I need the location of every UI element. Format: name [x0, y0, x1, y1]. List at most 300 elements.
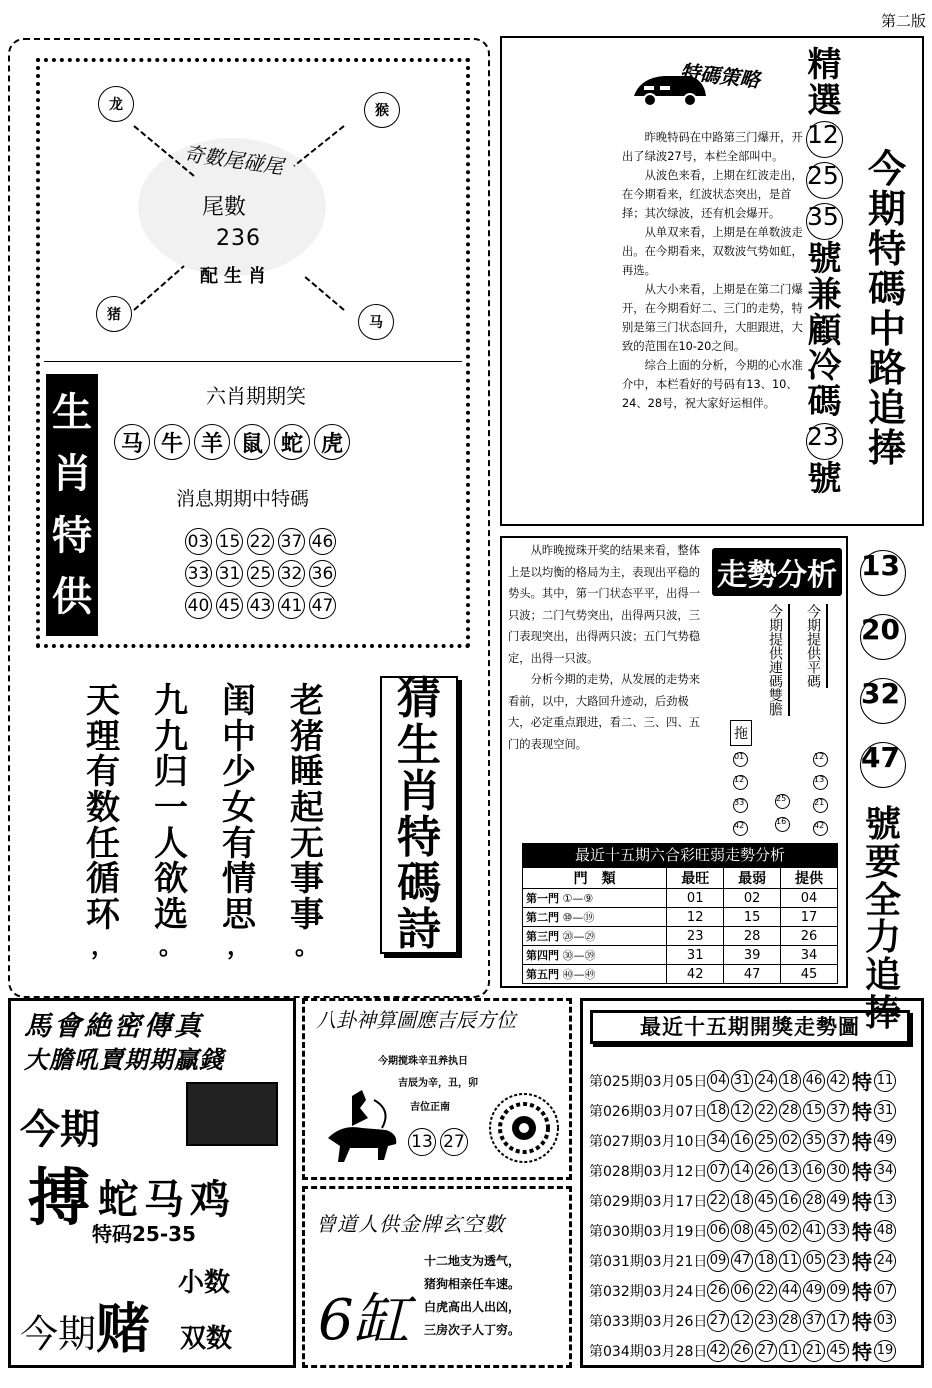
title-char: 猜: [397, 673, 441, 725]
zodiac-pick: 鼠: [234, 424, 270, 460]
poem-char: 起: [290, 788, 324, 829]
draw-ball: 13: [779, 1160, 801, 1182]
draw-ball: 07: [707, 1160, 729, 1182]
number-ball: 32: [278, 560, 305, 587]
zodiac-pick: 羊: [194, 424, 230, 460]
table-row: [523, 889, 838, 908]
offer-cell: 04: [781, 889, 838, 908]
special-label: 特: [852, 1280, 872, 1304]
draw-row: [589, 1216, 898, 1245]
draw-ball: 05: [803, 1250, 825, 1272]
number-ball: 22: [247, 528, 274, 555]
poem-char: 选: [154, 895, 188, 936]
tail-sub: 配生肖: [200, 266, 272, 287]
gold-verses: [424, 1250, 520, 1342]
draw-ball: 34: [707, 1130, 729, 1152]
draw-ball: 49: [803, 1280, 825, 1302]
door-name: 第五門: [526, 968, 559, 981]
max-cell: 42: [667, 965, 724, 984]
table-row: [523, 965, 838, 984]
small-ball: 12: [813, 752, 828, 767]
poem-punct: ，: [91, 931, 115, 960]
draw-row: [589, 1336, 898, 1365]
draw-label: 第028期03月12日: [589, 1163, 708, 1180]
horse-badge: 马: [358, 304, 394, 340]
draw-ball: 41: [803, 1220, 825, 1242]
draw-ball: 45: [755, 1190, 777, 1212]
draw-row: [589, 1156, 898, 1185]
pair-numbers: [775, 790, 790, 836]
poem-char: 无: [290, 823, 324, 864]
poem-char: 情: [222, 859, 256, 900]
pair-label: 今期提供連碼雙膽: [774, 604, 790, 716]
number-ball: 41: [278, 592, 305, 619]
poem-char: 闺: [222, 681, 256, 721]
col-char: 精: [807, 45, 842, 85]
fax-zodiacs: 蛇马鸡: [98, 1177, 236, 1223]
number-ball: 37: [278, 528, 305, 555]
door-name: 第四門: [526, 949, 559, 962]
special-ball: 48: [874, 1220, 896, 1242]
max-cell: 12: [667, 908, 724, 927]
col-char: 路: [868, 346, 907, 391]
door-range: ⑳—㉙: [562, 930, 596, 943]
draw-label: 第025期03月05日: [589, 1073, 708, 1090]
fax-stamp-image: [186, 1082, 278, 1146]
zodiac-pick: 马: [114, 424, 150, 460]
archer-rider-icon: [322, 1086, 402, 1168]
poem-char: 女: [222, 788, 256, 829]
min-cell: 39: [724, 946, 781, 965]
zodiac-side-title: [46, 374, 98, 636]
special-label: 特: [852, 1070, 872, 1094]
small-ball: 12: [733, 775, 748, 790]
special-label: 特: [852, 1130, 872, 1154]
flat-label: 今期提供平碼: [812, 604, 828, 688]
col-char: 要: [864, 841, 901, 883]
side-char: 生: [52, 389, 92, 436]
draw-ball: 26: [755, 1160, 777, 1182]
draw-ball: 02: [779, 1130, 801, 1152]
bagua-wheel-icon: [486, 1092, 562, 1164]
zodiac-pick: 蛇: [274, 424, 310, 460]
six-zodiac-title: 六肖期期笑: [206, 384, 306, 408]
special-label: 特: [852, 1250, 872, 1274]
poem-char: 中: [222, 716, 256, 757]
fax-title: 馬會絶密傳真: [24, 1011, 204, 1042]
strategy-title: 特碼策略: [678, 59, 761, 93]
draw-ball: 14: [731, 1160, 753, 1182]
strategy-para: 综合上面的分析，今期的心水准介中，本栏看好的号码有13、10、24、28号，祝大家好运相伴。: [622, 359, 803, 410]
poem-char: 理: [86, 716, 120, 757]
draw-ball: 42: [827, 1070, 849, 1092]
draw-row: [589, 1186, 898, 1215]
poem-char: 事: [290, 859, 324, 900]
draw-ball: 18: [707, 1100, 729, 1122]
door-name: 第三門: [526, 930, 559, 943]
col-char: 全: [864, 879, 901, 921]
draw-ball: 35: [803, 1130, 825, 1152]
draw-ball: 02: [779, 1220, 801, 1242]
offer-cell: 34: [781, 946, 838, 965]
poem-column-1: [290, 681, 324, 960]
draw-ball: 37: [827, 1130, 849, 1152]
draw-ball: 12: [731, 1100, 753, 1122]
table-header: 最旺: [667, 868, 724, 889]
special-ball: 31: [874, 1100, 896, 1122]
draw-ball: 28: [779, 1100, 801, 1122]
poem-char: 一: [154, 788, 188, 829]
poem-title: [380, 673, 458, 956]
fax-subtitle: 大膽吼賣期期贏錢: [24, 1046, 224, 1074]
chase-column: [860, 550, 906, 1033]
bagua-title: 八卦神算圖應吉辰方位: [316, 1008, 516, 1032]
draw-label: 第031期03月21日: [589, 1253, 708, 1270]
door-range: ①—⑨: [562, 892, 594, 905]
trend-para: 分析今期的走势，从发展的走势来看前，以中，大路回升迹动，后劲极大，必定重点跟进，看二、三、四、五门的表现空间。: [508, 673, 701, 751]
min-cell: 47: [724, 965, 781, 984]
poem-char: 欲: [154, 859, 188, 900]
draw-ball: 27: [755, 1340, 777, 1362]
draw-ball: 23: [755, 1310, 777, 1332]
draw-ball: 09: [707, 1250, 729, 1272]
special-label: 特: [852, 1340, 872, 1364]
small-ball: 21: [813, 798, 828, 813]
pick-ball: 25: [806, 162, 843, 199]
col-char: 中: [868, 306, 907, 351]
col-char: 冷: [807, 346, 842, 387]
bagua-line: 吉辰为辛，丑，卯: [398, 1078, 478, 1089]
fax-even: 双数: [180, 1324, 233, 1354]
special-ball: 19: [874, 1340, 896, 1362]
monkey-badge: 猴: [364, 92, 400, 128]
draw-ball: 12: [731, 1310, 753, 1332]
poem-char: 思: [222, 895, 256, 936]
door-name: 第一門: [526, 892, 559, 905]
draw-label: 第033期03月26日: [589, 1313, 708, 1330]
small-ball: 33: [733, 798, 748, 813]
gold-signature: 6缸: [318, 1288, 410, 1353]
poem-punct: ，: [227, 931, 251, 960]
small-ball: 16: [775, 817, 790, 832]
draw-ball: 09: [827, 1280, 849, 1302]
draw-ball: 15: [803, 1100, 825, 1122]
special-ball: 34: [874, 1160, 896, 1182]
door-range: ⑩—⑲: [562, 911, 595, 924]
chase-ball: 13: [860, 550, 906, 596]
col-char: 兼: [807, 275, 842, 316]
number-ball: 43: [247, 592, 274, 619]
door-cell: [523, 889, 667, 908]
table-row: [523, 946, 838, 965]
fax-gamble-label: 今期: [20, 1312, 97, 1356]
poem-char: 归: [154, 752, 188, 793]
col-char: 特: [868, 226, 907, 271]
number-ball: 03: [185, 528, 212, 555]
featured-picks-column: [806, 45, 843, 499]
fax-bet-char: 搏: [28, 1161, 91, 1234]
poem-column-4: [86, 681, 120, 960]
drag-numbers: [733, 748, 748, 840]
draw-ball: 22: [755, 1280, 777, 1302]
small-ball: 42: [813, 821, 828, 836]
draw-ball: 04: [707, 1070, 729, 1092]
gold-line: 猪狗相亲任车速。: [424, 1277, 521, 1291]
max-cell: 01: [667, 889, 724, 908]
max-cell: 31: [667, 946, 724, 965]
special-label: 特: [852, 1220, 872, 1244]
draw-ball: 44: [779, 1280, 801, 1302]
gold-title: 曾道人供金牌玄空數: [316, 1212, 505, 1236]
bagua-line: 吉位正南: [410, 1102, 450, 1113]
chase-ball: 32: [860, 678, 906, 724]
table-header: 最弱: [724, 868, 781, 889]
special-ball: 07: [874, 1280, 896, 1302]
draw-ball: 47: [731, 1250, 753, 1272]
poem-char: 环: [86, 895, 120, 936]
poem-column-2: [222, 681, 256, 960]
draw-ball: 16: [803, 1160, 825, 1182]
door-range: ㉚—㊴: [562, 949, 596, 962]
col-char: 碼: [868, 266, 907, 311]
draw-ball: 28: [803, 1190, 825, 1212]
poem-char: 猪: [290, 716, 324, 757]
min-cell: 02: [724, 889, 781, 908]
special-ball: 03: [874, 1310, 896, 1332]
draw-row: [589, 1066, 898, 1095]
poem-char: 有: [86, 752, 120, 793]
trend-title: 走勢分析: [712, 548, 842, 596]
special-number-grid: [185, 528, 340, 619]
draw-ball: 49: [827, 1190, 849, 1212]
table-row: [523, 908, 838, 927]
title-char: 生: [397, 719, 441, 771]
number-ball: 45: [216, 592, 243, 619]
col-char: 追: [864, 955, 901, 997]
door-cell: [523, 927, 667, 946]
trend-text: [508, 540, 710, 755]
door-name: 第二門: [526, 911, 559, 924]
number-ball: 46: [309, 528, 336, 555]
side-char: 特: [52, 512, 92, 559]
zodiac-pick: 虎: [314, 424, 350, 460]
pick-ball: 35: [806, 203, 843, 240]
col-char: 期: [868, 186, 907, 231]
strategy-para: 从单双来看，上期是在单数波走出。在今期看来，双数波气势如虹，再选。: [622, 226, 803, 277]
draw-ball: 08: [731, 1220, 753, 1242]
poem-column-3: [154, 681, 188, 960]
offer-cell: 45: [781, 965, 838, 984]
side-char: 供: [52, 574, 92, 621]
poem-char: 九: [154, 681, 188, 721]
draw-row: [589, 1126, 898, 1155]
poem-punct: 。: [159, 931, 183, 960]
strength-table-title: 最近十五期六合彩旺弱走勢分析: [522, 843, 838, 867]
title-char: 詩: [397, 904, 441, 956]
table-header: 提供: [781, 868, 838, 889]
draw-ball: 18: [731, 1190, 753, 1212]
poem-char: 天: [86, 681, 120, 721]
poem-char: 有: [222, 823, 256, 864]
poem-char: 任: [86, 823, 120, 864]
bagua-ball: 13: [408, 1128, 436, 1156]
draw-ball: 21: [803, 1340, 825, 1362]
zodiac-pick: 牛: [154, 424, 190, 460]
draw-row: [589, 1246, 898, 1275]
small-ball: 42: [733, 821, 748, 836]
col-char: 號: [807, 458, 842, 499]
fax-gamble: [20, 1286, 150, 1363]
strategy-para: 昨晚特码在中路第三门爆开，开出了绿波27号，本栏全部叫中。: [622, 131, 803, 163]
number-ball: 36: [309, 560, 336, 587]
draw-row: [589, 1096, 898, 1125]
poem-char: 数: [86, 788, 120, 829]
table-header-row: [523, 868, 838, 889]
news-title: 消息期期中特碼: [176, 488, 310, 510]
table-header: 門 類: [523, 868, 667, 889]
pig-badge: 猪: [96, 296, 132, 332]
page-number: 第二版: [880, 12, 926, 30]
special-ball: 13: [874, 1190, 896, 1212]
draw-label: 第026期03月07日: [589, 1103, 708, 1120]
dragon-badge: 龙: [98, 86, 134, 122]
fax-this-period: 今期: [20, 1107, 100, 1153]
strength-table: [522, 867, 838, 984]
min-cell: 28: [724, 927, 781, 946]
draw-ball: 16: [779, 1190, 801, 1212]
chase-ball: 47: [860, 742, 906, 788]
odd-tail-title: 奇數尾碰尾: [182, 141, 285, 179]
poem-char: 九: [154, 716, 188, 757]
draw-ball: 45: [755, 1220, 777, 1242]
draw-ball: 37: [803, 1310, 825, 1332]
draw-history-title: 最近十五期開獎走勢圖: [590, 1010, 910, 1044]
draw-ball: 31: [731, 1070, 753, 1092]
bagua-ball: 27: [440, 1128, 468, 1156]
small-ball: 13: [813, 775, 828, 790]
trend-para: 从昨晚搅珠开奖的结果来看，整体上是以均衡的格局为主，表现出平稳的势头。其中，第一门状态平平，出得一只波；二门气势突出，出得两只波，三门表现突出，出得两只波；五门气势稳定，出得一只波。: [508, 544, 701, 665]
poem-char: 循: [86, 859, 120, 900]
poem-char: 少: [222, 752, 256, 793]
tail-value: 236: [216, 226, 261, 251]
draw-ball: 26: [731, 1340, 753, 1362]
gold-line: 白虎高出人出凶，: [424, 1300, 521, 1314]
draw-ball: 30: [827, 1160, 849, 1182]
side-char: 肖: [52, 451, 92, 498]
col-char: 顧: [807, 310, 842, 351]
draw-ball: 06: [731, 1280, 753, 1302]
draw-label: 第032期03月24日: [589, 1283, 708, 1300]
flat-numbers: [813, 748, 828, 840]
cold-ball: 23: [806, 423, 843, 460]
number-ball: 33: [185, 560, 212, 587]
draw-ball: 16: [731, 1130, 753, 1152]
poem-char: 人: [154, 823, 188, 864]
poem-punct: 。: [295, 931, 319, 960]
door-cell: [523, 965, 667, 984]
special-ball: 11: [874, 1070, 896, 1092]
draw-label: 第034期03月28日: [589, 1343, 708, 1360]
draw-ball: 28: [779, 1310, 801, 1332]
max-cell: 23: [667, 927, 724, 946]
draw-ball: 18: [755, 1250, 777, 1272]
special-label: 特: [852, 1310, 872, 1334]
gold-line: 三房次子人丁穷。: [424, 1323, 521, 1337]
col-char: 捧: [868, 426, 907, 471]
draw-ball: 06: [707, 1220, 729, 1242]
draw-ball: 18: [779, 1070, 801, 1092]
offer-cell: 26: [781, 927, 838, 946]
col-char: 碼: [807, 382, 842, 423]
table-row: [523, 927, 838, 946]
draw-ball: 33: [827, 1220, 849, 1242]
draw-ball: 26: [707, 1280, 729, 1302]
col-char: 今: [868, 147, 907, 191]
special-ball: 24: [874, 1250, 896, 1272]
number-ball: 25: [247, 560, 274, 587]
draw-ball: 23: [827, 1250, 849, 1272]
col-char: 號: [807, 239, 842, 280]
offer-cell: 17: [781, 908, 838, 927]
draw-row: [589, 1306, 898, 1335]
draw-ball: 11: [779, 1250, 801, 1272]
special-label: 特: [852, 1190, 872, 1214]
poem-char: 老: [290, 681, 324, 721]
number-ball: 31: [216, 560, 243, 587]
title-char: 特: [397, 812, 441, 863]
draw-row: [589, 1276, 898, 1305]
draw-ball: 45: [827, 1340, 849, 1362]
draw-ball: 46: [803, 1070, 825, 1092]
draw-ball: 37: [827, 1100, 849, 1122]
draw-ball: 11: [779, 1340, 801, 1362]
draw-ball: 17: [827, 1310, 849, 1332]
fax-small: 小数: [178, 1268, 231, 1298]
middle-road-column: [868, 147, 907, 471]
draw-label: 第030期03月19日: [589, 1223, 708, 1240]
draw-ball: 42: [707, 1340, 729, 1362]
strategy-para: 从波色来看，上期在红波走出，在今期看来，红波状态突出，是首择；其次绿波，还有机会爆开。: [622, 169, 803, 220]
col-char: 力: [864, 917, 901, 959]
poem-char: 事: [290, 895, 324, 936]
strategy-text: [622, 128, 806, 413]
small-ball: 25: [775, 794, 790, 809]
draw-ball: 27: [707, 1310, 729, 1332]
col-char: 選: [807, 80, 842, 121]
bagua-line: 今期搅珠辛丑养执日: [378, 1056, 468, 1067]
gold-line: 十二地支为透气，: [424, 1254, 521, 1268]
draw-ball: 22: [755, 1100, 777, 1122]
draw-label: 第027期03月10日: [589, 1133, 708, 1150]
tail-label: 尾數: [202, 195, 247, 220]
col-char: 追: [868, 386, 907, 431]
door-cell: [523, 908, 667, 927]
special-label: 特: [852, 1100, 872, 1124]
drag-label: 拖: [730, 720, 752, 746]
door-cell: [523, 946, 667, 965]
special-label: 特: [852, 1160, 872, 1184]
special-ball: 49: [874, 1130, 896, 1152]
col-char: 捧: [864, 992, 901, 1034]
draw-ball: 24: [755, 1070, 777, 1092]
draw-ball: 25: [755, 1130, 777, 1152]
zodiac-picks: [114, 424, 350, 460]
title-char: 碼: [397, 858, 441, 910]
fax-special: 特码25-35: [92, 1222, 196, 1246]
pick-ball: 12: [806, 121, 843, 158]
number-ball: 47: [309, 592, 336, 619]
number-ball: 15: [216, 528, 243, 555]
